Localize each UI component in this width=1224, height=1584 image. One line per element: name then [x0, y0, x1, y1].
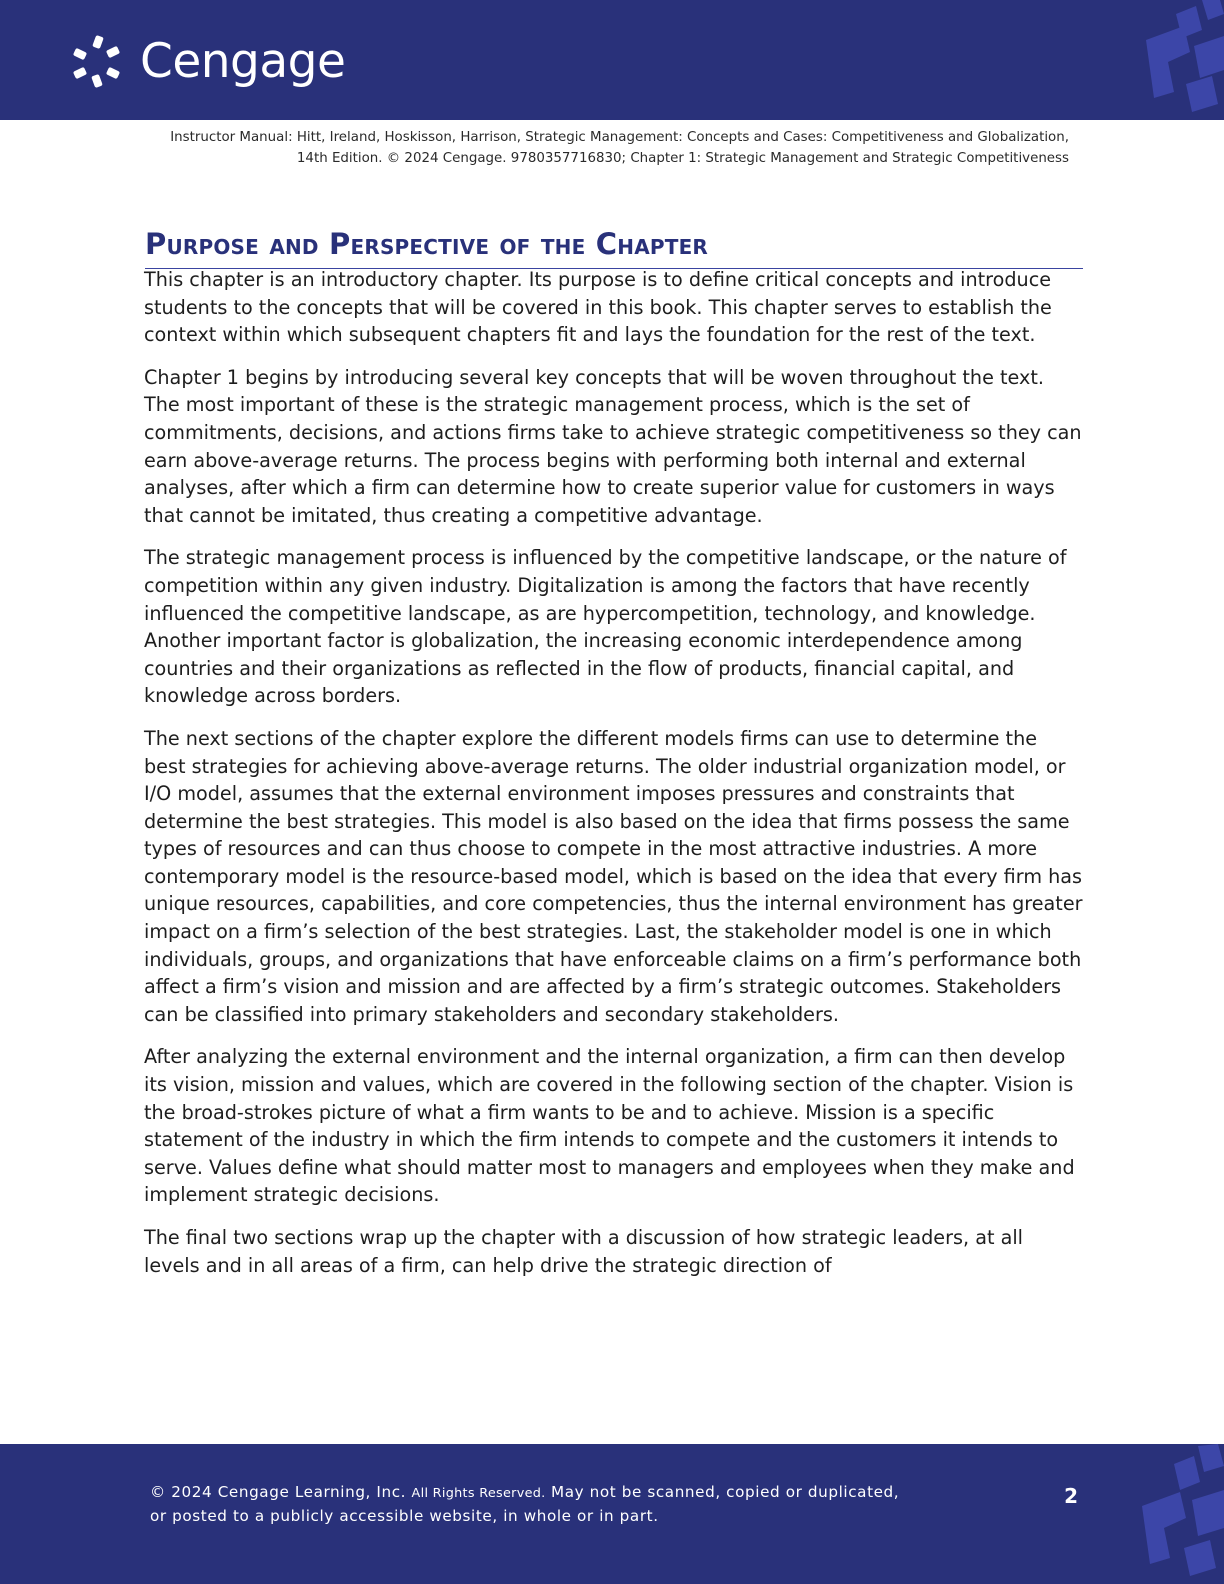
page-number: 2 [1064, 1484, 1078, 1508]
paragraph: The strategic management process is influenced by the competitive landscape, or the nature of competition within any given industry. Digitalization is among the factors that have recently influenced the competitive landscape, as are hypercompetition, technology, and knowledge. Another important factor is globalization, the increasing economic interdependence among countries and their organizations as reflected in the flow of products, financial capital, and knowledge across borders. [144, 546, 1067, 708]
running-head: Instructor Manual: Hitt, Ireland, Hoskisson, Harrison, Strategic Management: Concepts and Cases: Competitiveness and Globalization, 14th Edition. © 2024 Cengage. 9780357716830; Chapter 1: Strategic Management and Strategic Competitiveness [170, 130, 1069, 166]
brand-name: Cengage [140, 34, 346, 89]
paragraph: The final two sections wrap up the chapter with a discussion of how strategic leaders, at all levels and in all areas of a firm, can help drive the strategic direction of [144, 1226, 1023, 1277]
paragraph: After analyzing the external environment and the internal organization, a firm can then develop its vision, mission and values, which are covered in the following section of the chapter. Vision is the broad-strokes picture of what a firm wants to be and to achieve. Mission is a specific statement of the industry in which the firm intends to compete and the customers it intends to serve. Values define what should matter most to managers and employees when they make and implement strategic decisions. [144, 1045, 1075, 1207]
corner-decoration [1124, 0, 1224, 120]
cengage-logo [68, 34, 345, 90]
copyright-rights: All Rights Reserved. [411, 1486, 546, 1501]
cengage-spark-icon [68, 34, 128, 90]
paragraph: The next sections of the chapter explore the different models firms can use to determine the best strategies for achieving above-average returns. The older industrial organization model, or I/O model, assumes that the external environment imposes pressures and constraints that determine the best strategies. This model is also based on the idea that firms possess the same types of resources and can thus choose to compete in the most attractive industries. A more contemporary model is the resource-based model, which is based on the idea that every firm has unique resources, capabilities, and core competencies, thus the internal environment has greater impact on a firm’s selection of the best strategies. Last, the stakeholder model is one in which individuals, groups, and organizations that have enforceable claims on a firm’s performance both affect a firm’s vision and mission and are affected by a firm’s strategic outcomes. Stakeholders can be classified into primary stakeholders and secondary stakeholders. [144, 726, 1083, 1026]
paragraph: This chapter is an introductory chapter. Its purpose is to define critical concepts and introduce students to the concepts that will be covered in this book. This chapter serves to establish the context within which subsequent chapters fit and lays the foundation for the rest of the text. [144, 268, 1052, 347]
copyright-lead: © 2024 Cengage Learning, Inc. [150, 1483, 407, 1501]
copyright-tail: May not be scanned, copied or duplicated, or posted to a publicly accessible website, in whole or in part. [150, 1483, 900, 1525]
section-title: Purpose and Perspective of the Chapter [145, 227, 1083, 269]
header-band [0, 0, 1224, 120]
body-text [144, 266, 1084, 1294]
footer-corner-decoration [1124, 1444, 1224, 1584]
paragraph: Chapter 1 begins by introducing several key concepts that will be woven throughout the text. The most important of these is the strategic management process, which is the set of commitments, decisions, and actions firms take to achieve strategic competitiveness so they can earn above-average returns. The process begins with performing both internal and external analyses, after which a firm can determine how to create superior value for customers in ways that cannot be imitated, thus creating a competitive advantage. [144, 365, 1082, 527]
copyright-notice [150, 1481, 910, 1527]
